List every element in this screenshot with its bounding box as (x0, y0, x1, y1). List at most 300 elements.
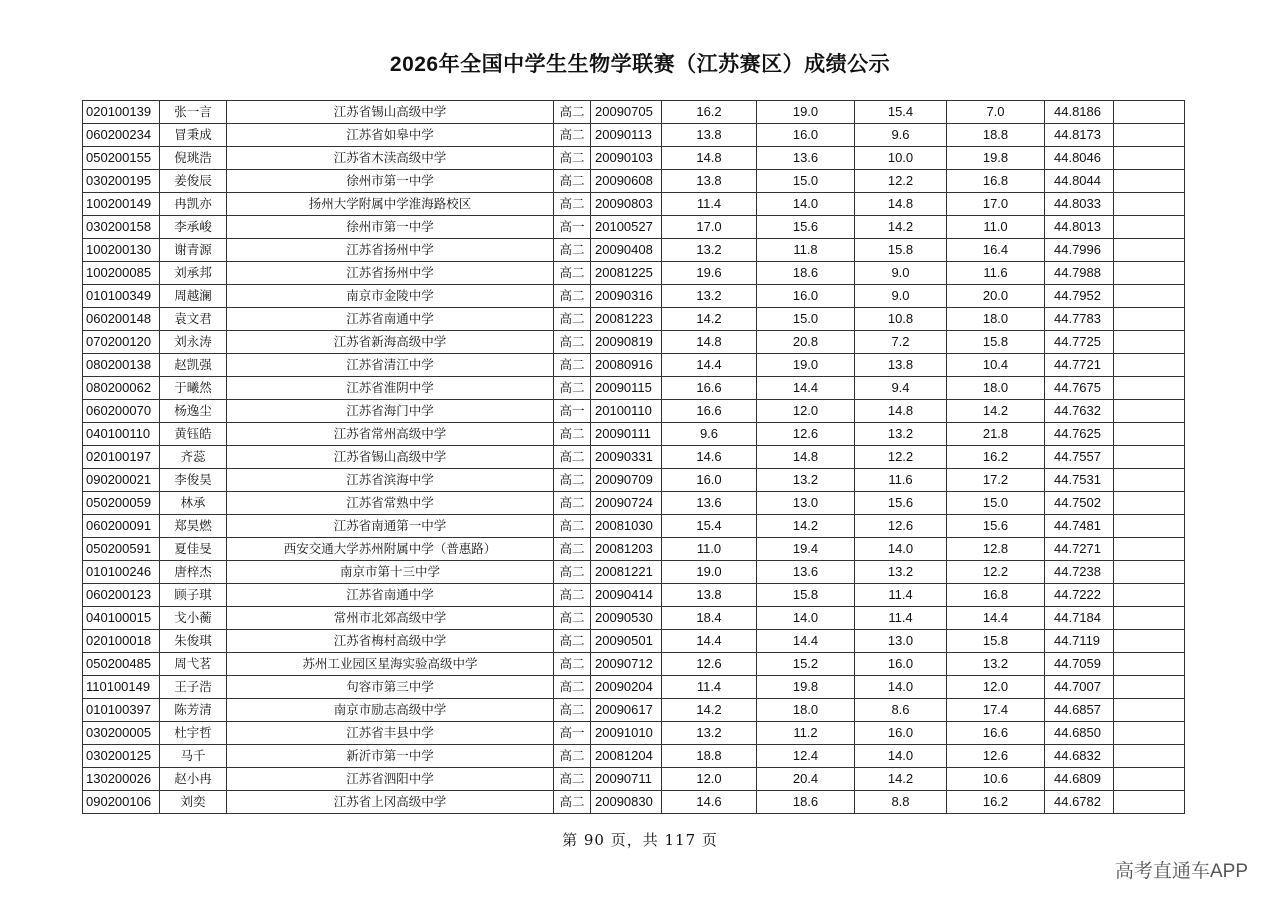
student-name-cell: 顾子琪 (160, 584, 227, 607)
student-id-cell: 050200059 (83, 492, 160, 515)
score-4-cell: 15.8 (947, 331, 1045, 354)
score-1-cell: 13.2 (662, 285, 757, 308)
student-name-cell: 林承 (160, 492, 227, 515)
total-score-cell: 44.7952 (1045, 285, 1114, 308)
school-cell: 江苏省锡山高级中学 (227, 101, 554, 124)
remark-cell (1114, 676, 1185, 699)
school-cell: 江苏省海门中学 (227, 400, 554, 423)
student-id-cell: 030200005 (83, 722, 160, 745)
grade-cell: 高二 (554, 492, 591, 515)
school-cell: 江苏省上冈高级中学 (227, 791, 554, 814)
score-1-cell: 13.8 (662, 584, 757, 607)
score-1-cell: 13.2 (662, 722, 757, 745)
score-2-cell: 15.0 (757, 170, 855, 193)
table-row (83, 308, 1185, 331)
table-row (83, 423, 1185, 446)
score-3-cell: 13.8 (855, 354, 947, 377)
birthdate-cell: 20090111 (591, 423, 662, 446)
score-4-cell: 16.6 (947, 722, 1045, 745)
score-2-cell: 18.0 (757, 699, 855, 722)
score-4-cell: 18.8 (947, 124, 1045, 147)
watermark-text: 高考直通车APP (1114, 861, 1248, 882)
score-4-cell: 16.8 (947, 584, 1045, 607)
table-row (83, 124, 1185, 147)
remark-cell (1114, 124, 1185, 147)
school-cell: 江苏省常熟中学 (227, 492, 554, 515)
remark-cell (1114, 492, 1185, 515)
school-cell: 江苏省扬州中学 (227, 262, 554, 285)
remark-cell (1114, 216, 1185, 239)
student-id-cell: 110100149 (83, 676, 160, 699)
birthdate-cell: 20081221 (591, 561, 662, 584)
score-1-cell: 11.4 (662, 676, 757, 699)
score-1-cell: 19.0 (662, 561, 757, 584)
table-row (83, 745, 1185, 768)
table-row (83, 377, 1185, 400)
score-1-cell: 16.6 (662, 400, 757, 423)
score-4-cell: 12.6 (947, 745, 1045, 768)
score-4-cell: 10.4 (947, 354, 1045, 377)
total-score-cell: 44.7721 (1045, 354, 1114, 377)
birthdate-cell: 20090530 (591, 607, 662, 630)
school-cell: 江苏省梅村高级中学 (227, 630, 554, 653)
school-cell: 新沂市第一中学 (227, 745, 554, 768)
student-name-cell: 刘永涛 (160, 331, 227, 354)
grade-cell: 高二 (554, 101, 591, 124)
score-1-cell: 15.4 (662, 515, 757, 538)
score-3-cell: 14.0 (855, 676, 947, 699)
grade-cell: 高二 (554, 745, 591, 768)
birthdate-cell: 20090204 (591, 676, 662, 699)
total-score-cell: 44.6850 (1045, 722, 1114, 745)
score-1-cell: 14.6 (662, 791, 757, 814)
score-2-cell: 18.6 (757, 791, 855, 814)
student-name-cell: 冒秉成 (160, 124, 227, 147)
school-cell: 江苏省扬州中学 (227, 239, 554, 262)
grade-cell: 高二 (554, 630, 591, 653)
birthdate-cell: 20081225 (591, 262, 662, 285)
student-id-cell: 080200062 (83, 377, 160, 400)
table-row (83, 630, 1185, 653)
student-name-cell: 李承峻 (160, 216, 227, 239)
score-2-cell: 18.6 (757, 262, 855, 285)
score-4-cell: 16.4 (947, 239, 1045, 262)
table-row (83, 147, 1185, 170)
student-name-cell: 马千 (160, 745, 227, 768)
remark-cell (1114, 101, 1185, 124)
birthdate-cell: 20100110 (591, 400, 662, 423)
score-4-cell: 15.6 (947, 515, 1045, 538)
remark-cell (1114, 768, 1185, 791)
birthdate-cell: 20090803 (591, 193, 662, 216)
table-row (83, 469, 1185, 492)
score-1-cell: 18.8 (662, 745, 757, 768)
score-2-cell: 14.8 (757, 446, 855, 469)
grade-cell: 高二 (554, 446, 591, 469)
score-4-cell: 20.0 (947, 285, 1045, 308)
grade-cell: 高二 (554, 308, 591, 331)
student-id-cell: 020100197 (83, 446, 160, 469)
school-cell: 江苏省新海高级中学 (227, 331, 554, 354)
student-id-cell: 020100139 (83, 101, 160, 124)
school-cell: 江苏省泗阳中学 (227, 768, 554, 791)
total-score-cell: 44.7271 (1045, 538, 1114, 561)
birthdate-cell: 20090830 (591, 791, 662, 814)
grade-cell: 高二 (554, 699, 591, 722)
score-1-cell: 18.4 (662, 607, 757, 630)
total-score-cell: 44.7988 (1045, 262, 1114, 285)
score-2-cell: 14.0 (757, 607, 855, 630)
grade-cell: 高二 (554, 354, 591, 377)
score-1-cell: 13.2 (662, 239, 757, 262)
score-3-cell: 16.0 (855, 653, 947, 676)
score-1-cell: 14.2 (662, 699, 757, 722)
grade-cell: 高二 (554, 584, 591, 607)
student-name-cell: 齐蕊 (160, 446, 227, 469)
score-2-cell: 13.0 (757, 492, 855, 515)
remark-cell (1114, 791, 1185, 814)
total-score-cell: 44.7625 (1045, 423, 1114, 446)
remark-cell (1114, 607, 1185, 630)
student-id-cell: 050200485 (83, 653, 160, 676)
score-4-cell: 21.8 (947, 423, 1045, 446)
student-id-cell: 010100349 (83, 285, 160, 308)
grade-cell: 高二 (554, 193, 591, 216)
score-2-cell: 15.6 (757, 216, 855, 239)
table-row (83, 722, 1185, 745)
school-cell: 江苏省清江中学 (227, 354, 554, 377)
student-name-cell: 夏佳旻 (160, 538, 227, 561)
student-id-cell: 030200195 (83, 170, 160, 193)
student-id-cell: 060200091 (83, 515, 160, 538)
score-4-cell: 17.0 (947, 193, 1045, 216)
school-cell: 江苏省常州高级中学 (227, 423, 554, 446)
student-name-cell: 朱俊琪 (160, 630, 227, 653)
score-1-cell: 9.6 (662, 423, 757, 446)
total-score-cell: 44.8033 (1045, 193, 1114, 216)
score-1-cell: 13.8 (662, 124, 757, 147)
table-row (83, 492, 1185, 515)
table-body (83, 101, 1185, 814)
total-score-cell: 44.8173 (1045, 124, 1114, 147)
total-score-cell: 44.6782 (1045, 791, 1114, 814)
score-1-cell: 14.8 (662, 331, 757, 354)
total-score-cell: 44.7238 (1045, 561, 1114, 584)
student-name-cell: 王子浩 (160, 676, 227, 699)
remark-cell (1114, 722, 1185, 745)
table-row (83, 262, 1185, 285)
score-4-cell: 18.0 (947, 308, 1045, 331)
birthdate-cell: 20090408 (591, 239, 662, 262)
table-row (83, 170, 1185, 193)
score-4-cell: 14.2 (947, 400, 1045, 423)
total-score-cell: 44.7632 (1045, 400, 1114, 423)
student-id-cell: 100200130 (83, 239, 160, 262)
total-score-cell: 44.7675 (1045, 377, 1114, 400)
grade-cell: 高二 (554, 285, 591, 308)
grade-cell: 高二 (554, 170, 591, 193)
table-row (83, 561, 1185, 584)
remark-cell (1114, 423, 1185, 446)
table-row (83, 400, 1185, 423)
grade-cell: 高二 (554, 653, 591, 676)
score-4-cell: 12.8 (947, 538, 1045, 561)
remark-cell (1114, 699, 1185, 722)
score-2-cell: 11.2 (757, 722, 855, 745)
grade-cell: 高二 (554, 515, 591, 538)
school-cell: 西安交通大学苏州附属中学（普惠路） (227, 538, 554, 561)
score-table (82, 100, 1185, 814)
table-row (83, 584, 1185, 607)
score-4-cell: 16.2 (947, 791, 1045, 814)
remark-cell (1114, 561, 1185, 584)
grade-cell: 高二 (554, 538, 591, 561)
table-row (83, 653, 1185, 676)
school-cell: 南京市金陵中学 (227, 285, 554, 308)
student-id-cell: 050200591 (83, 538, 160, 561)
table-row (83, 446, 1185, 469)
total-score-cell: 44.7481 (1045, 515, 1114, 538)
school-cell: 南京市第十三中学 (227, 561, 554, 584)
score-1-cell: 14.8 (662, 147, 757, 170)
total-score-cell: 44.7184 (1045, 607, 1114, 630)
remark-cell (1114, 308, 1185, 331)
birthdate-cell: 20081203 (591, 538, 662, 561)
total-score-cell: 44.6809 (1045, 768, 1114, 791)
score-4-cell: 16.8 (947, 170, 1045, 193)
score-2-cell: 14.0 (757, 193, 855, 216)
grade-cell: 高二 (554, 423, 591, 446)
score-3-cell: 14.0 (855, 745, 947, 768)
student-name-cell: 倪珧浩 (160, 147, 227, 170)
score-3-cell: 13.2 (855, 423, 947, 446)
birthdate-cell: 20090113 (591, 124, 662, 147)
score-4-cell: 7.0 (947, 101, 1045, 124)
grade-cell: 高二 (554, 262, 591, 285)
total-score-cell: 44.8046 (1045, 147, 1114, 170)
score-4-cell: 16.2 (947, 446, 1045, 469)
student-name-cell: 刘承邦 (160, 262, 227, 285)
school-cell: 江苏省南通第一中学 (227, 515, 554, 538)
remark-cell (1114, 584, 1185, 607)
score-3-cell: 8.8 (855, 791, 947, 814)
student-name-cell: 姜俊辰 (160, 170, 227, 193)
remark-cell (1114, 262, 1185, 285)
grade-cell: 高二 (554, 239, 591, 262)
birthdate-cell: 20090819 (591, 331, 662, 354)
grade-cell: 高二 (554, 377, 591, 400)
score-1-cell: 14.2 (662, 308, 757, 331)
school-cell: 江苏省南通中学 (227, 308, 554, 331)
student-id-cell: 040100110 (83, 423, 160, 446)
score-4-cell: 19.8 (947, 147, 1045, 170)
birthdate-cell: 20090608 (591, 170, 662, 193)
score-1-cell: 16.2 (662, 101, 757, 124)
score-3-cell: 15.6 (855, 492, 947, 515)
table-row (83, 699, 1185, 722)
remark-cell (1114, 469, 1185, 492)
remark-cell (1114, 331, 1185, 354)
score-2-cell: 20.4 (757, 768, 855, 791)
student-id-cell: 050200155 (83, 147, 160, 170)
birthdate-cell: 20090501 (591, 630, 662, 653)
table-row (83, 607, 1185, 630)
school-cell: 江苏省丰县中学 (227, 722, 554, 745)
school-cell: 江苏省滨海中学 (227, 469, 554, 492)
score-1-cell: 19.6 (662, 262, 757, 285)
birthdate-cell: 20090331 (591, 446, 662, 469)
score-4-cell: 15.0 (947, 492, 1045, 515)
score-3-cell: 11.4 (855, 607, 947, 630)
score-1-cell: 13.8 (662, 170, 757, 193)
student-id-cell: 040100015 (83, 607, 160, 630)
student-id-cell: 060200070 (83, 400, 160, 423)
score-1-cell: 12.0 (662, 768, 757, 791)
student-id-cell: 060200148 (83, 308, 160, 331)
score-2-cell: 14.4 (757, 377, 855, 400)
score-1-cell: 14.6 (662, 446, 757, 469)
remark-cell (1114, 630, 1185, 653)
score-3-cell: 10.8 (855, 308, 947, 331)
student-id-cell: 010100397 (83, 699, 160, 722)
birthdate-cell: 20091010 (591, 722, 662, 745)
total-score-cell: 44.7007 (1045, 676, 1114, 699)
student-id-cell: 090200106 (83, 791, 160, 814)
student-id-cell: 080200138 (83, 354, 160, 377)
grade-cell: 高二 (554, 124, 591, 147)
student-id-cell: 030200125 (83, 745, 160, 768)
table-row (83, 354, 1185, 377)
score-2-cell: 13.6 (757, 147, 855, 170)
remark-cell (1114, 239, 1185, 262)
school-cell: 南京市励志高级中学 (227, 699, 554, 722)
school-cell: 江苏省南通中学 (227, 584, 554, 607)
score-1-cell: 11.0 (662, 538, 757, 561)
student-name-cell: 郑昊燃 (160, 515, 227, 538)
score-1-cell: 13.6 (662, 492, 757, 515)
grade-cell: 高二 (554, 147, 591, 170)
student-name-cell: 刘奕 (160, 791, 227, 814)
remark-cell (1114, 193, 1185, 216)
birthdate-cell: 20090414 (591, 584, 662, 607)
score-3-cell: 14.8 (855, 400, 947, 423)
school-cell: 苏州工业园区星海实验高级中学 (227, 653, 554, 676)
score-4-cell: 10.6 (947, 768, 1045, 791)
grade-cell: 高二 (554, 469, 591, 492)
score-3-cell: 16.0 (855, 722, 947, 745)
table-row (83, 676, 1185, 699)
birthdate-cell: 20090316 (591, 285, 662, 308)
grade-cell: 高二 (554, 331, 591, 354)
score-3-cell: 14.0 (855, 538, 947, 561)
score-4-cell: 15.8 (947, 630, 1045, 653)
score-2-cell: 19.8 (757, 676, 855, 699)
score-3-cell: 13.2 (855, 561, 947, 584)
table-row (83, 538, 1185, 561)
total-score-cell: 44.8044 (1045, 170, 1114, 193)
score-4-cell: 12.0 (947, 676, 1045, 699)
table-row (83, 791, 1185, 814)
score-1-cell: 11.4 (662, 193, 757, 216)
score-3-cell: 12.6 (855, 515, 947, 538)
grade-cell: 高二 (554, 768, 591, 791)
total-score-cell: 44.7557 (1045, 446, 1114, 469)
score-4-cell: 18.0 (947, 377, 1045, 400)
school-cell: 江苏省如皋中学 (227, 124, 554, 147)
birthdate-cell: 20090617 (591, 699, 662, 722)
student-name-cell: 冉凯亦 (160, 193, 227, 216)
student-id-cell: 070200120 (83, 331, 160, 354)
score-4-cell: 17.2 (947, 469, 1045, 492)
school-cell: 扬州大学附属中学淮海路校区 (227, 193, 554, 216)
table-row (83, 239, 1185, 262)
total-score-cell: 44.7531 (1045, 469, 1114, 492)
school-cell: 徐州市第一中学 (227, 216, 554, 239)
student-id-cell: 010100246 (83, 561, 160, 584)
score-3-cell: 9.0 (855, 262, 947, 285)
score-3-cell: 9.6 (855, 124, 947, 147)
school-cell: 江苏省木渎高级中学 (227, 147, 554, 170)
score-3-cell: 15.4 (855, 101, 947, 124)
student-name-cell: 陈芳清 (160, 699, 227, 722)
birthdate-cell: 20090709 (591, 469, 662, 492)
score-2-cell: 19.0 (757, 354, 855, 377)
score-2-cell: 16.0 (757, 285, 855, 308)
score-3-cell: 11.6 (855, 469, 947, 492)
score-4-cell: 11.0 (947, 216, 1045, 239)
score-2-cell: 11.8 (757, 239, 855, 262)
score-2-cell: 13.2 (757, 469, 855, 492)
student-name-cell: 赵小冉 (160, 768, 227, 791)
student-name-cell: 袁文君 (160, 308, 227, 331)
score-3-cell: 14.8 (855, 193, 947, 216)
school-cell: 常州市北郊高级中学 (227, 607, 554, 630)
score-1-cell: 12.6 (662, 653, 757, 676)
grade-cell: 高一 (554, 400, 591, 423)
table-row (83, 331, 1185, 354)
remark-cell (1114, 653, 1185, 676)
score-1-cell: 16.6 (662, 377, 757, 400)
score-2-cell: 14.4 (757, 630, 855, 653)
student-name-cell: 于曦然 (160, 377, 227, 400)
birthdate-cell: 20080916 (591, 354, 662, 377)
student-id-cell: 130200026 (83, 768, 160, 791)
student-id-cell: 100200149 (83, 193, 160, 216)
total-score-cell: 44.8013 (1045, 216, 1114, 239)
total-score-cell: 44.6857 (1045, 699, 1114, 722)
student-id-cell: 060200123 (83, 584, 160, 607)
table-row (83, 216, 1185, 239)
score-4-cell: 17.4 (947, 699, 1045, 722)
remark-cell (1114, 745, 1185, 768)
birthdate-cell: 20090711 (591, 768, 662, 791)
score-4-cell: 12.2 (947, 561, 1045, 584)
grade-cell: 高二 (554, 561, 591, 584)
remark-cell (1114, 377, 1185, 400)
score-3-cell: 12.2 (855, 170, 947, 193)
score-3-cell: 14.2 (855, 216, 947, 239)
score-1-cell: 14.4 (662, 354, 757, 377)
school-cell: 江苏省锡山高级中学 (227, 446, 554, 469)
student-name-cell: 周弋茗 (160, 653, 227, 676)
total-score-cell: 44.6832 (1045, 745, 1114, 768)
grade-cell: 高一 (554, 216, 591, 239)
student-name-cell: 杨逸尘 (160, 400, 227, 423)
score-3-cell: 12.2 (855, 446, 947, 469)
score-3-cell: 9.0 (855, 285, 947, 308)
remark-cell (1114, 147, 1185, 170)
score-3-cell: 7.2 (855, 331, 947, 354)
